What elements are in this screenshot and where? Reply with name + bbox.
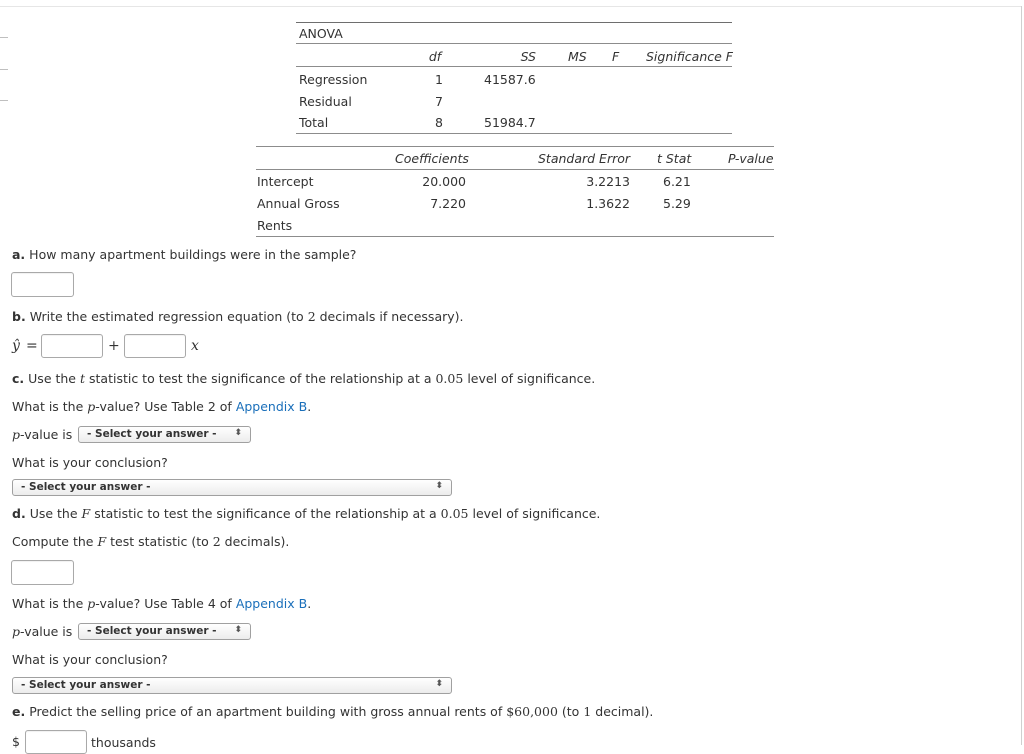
anova-row-df: 7 (435, 94, 443, 109)
slope-input[interactable] (124, 334, 186, 358)
anova-row-df: 8 (435, 115, 443, 130)
price-input[interactable] (25, 730, 87, 754)
coef-header-coefficients: Coefficients (395, 151, 469, 166)
anova-title: ANOVA (299, 26, 343, 41)
decimals-number: 2 (307, 309, 316, 324)
updown-arrow-icon: ⬍ (435, 679, 443, 689)
select-value: - Select your answer - (21, 679, 151, 691)
decimals-number: 2 (212, 534, 221, 549)
page-top-border (0, 6, 1022, 7)
f-variable: F (97, 534, 107, 549)
updown-arrow-icon: ⬍ (435, 481, 443, 491)
p-variable: p (12, 624, 21, 639)
question-d (12, 506, 600, 521)
question-text: level of significance. (467, 371, 596, 386)
conclusion-label-d: What is your conclusion? (12, 652, 168, 667)
page-right-border (1021, 6, 1022, 745)
table-rule (296, 133, 732, 134)
anova-row-label: Regression (299, 72, 368, 87)
question-text: (to (561, 704, 580, 719)
question-text: Use the (29, 506, 78, 521)
table-rule (256, 146, 774, 147)
sample-size-input[interactable] (11, 272, 74, 297)
coef-row-label: Annual Gross (257, 196, 340, 211)
coef-row-t: 5.29 (663, 196, 691, 211)
question-a (12, 247, 356, 262)
conclusion-select-d[interactable] (12, 677, 452, 694)
dollar-sign: $ (12, 734, 20, 749)
label-text: -value is (20, 427, 73, 442)
question-text: What is the (12, 596, 84, 611)
question-c (12, 371, 595, 386)
anova-row-ss: 51984.7 (484, 115, 536, 130)
pvalue-select-d[interactable] (78, 623, 251, 640)
updown-arrow-icon: ⬍ (234, 625, 242, 635)
p-variable: p (87, 596, 96, 611)
label-text: -value is (20, 624, 73, 639)
pvalue-select-c[interactable] (78, 426, 251, 443)
decimals-number: 1 (583, 704, 592, 719)
question-letter: a. (12, 247, 26, 262)
question-b (12, 309, 464, 324)
select-value: - Select your answer - (87, 625, 217, 637)
anova-header-ms: MS (568, 49, 587, 64)
question-text-end: decimals if necessary). (319, 309, 464, 324)
question-text: test statistic (to (110, 534, 209, 549)
anova-row-label: Residual (299, 94, 352, 109)
question-text: Predict the selling price of an apartment building with gross annual rents of (29, 704, 503, 719)
left-margin-tick (0, 69, 8, 70)
table-rule (256, 169, 774, 170)
question-text: Use the (28, 371, 76, 386)
question-letter: c. (12, 371, 25, 386)
compute-f-label (12, 534, 289, 549)
coef-header-pvalue: P-value (728, 151, 774, 166)
question-text: . (307, 596, 312, 611)
intercept-input[interactable] (41, 334, 103, 358)
appendix-b-link[interactable]: Appendix B (235, 399, 308, 414)
rent-amount: $60,000 (506, 704, 558, 719)
plus-sign: + (108, 338, 120, 354)
left-margin-tick (0, 100, 8, 101)
pvalue-label-d (12, 624, 72, 639)
anova-row-label: Total (299, 115, 329, 130)
question-text: -value? Use Table 4 of (95, 596, 232, 611)
coef-row-label: Rents (257, 218, 293, 233)
table-rule (296, 43, 732, 44)
question-text: decimals). (224, 534, 290, 549)
anova-header-ss: SS (520, 49, 536, 64)
table-rule (256, 236, 774, 237)
unit-label: thousands (91, 735, 156, 750)
coef-header-tstat: t Stat (657, 151, 692, 166)
updown-arrow-icon: ⬍ (234, 428, 242, 438)
f-statistic-input[interactable] (11, 560, 74, 585)
select-value: - Select your answer - (21, 481, 151, 493)
equals-sign: = (26, 338, 38, 354)
question-text: statistic to test the significance of the relationship at a (89, 371, 432, 386)
coef-row-label: Intercept (257, 174, 314, 189)
coef-row-se: 3.2213 (586, 174, 630, 189)
coef-row-value: 7.220 (430, 196, 466, 211)
coef-row-value: 20.000 (422, 174, 466, 189)
question-text: decimal). (595, 704, 654, 719)
conclusion-label-c: What is your conclusion? (12, 455, 168, 470)
table-rule (296, 66, 732, 67)
pvalue-question-c (12, 399, 311, 414)
appendix-b-link[interactable]: Appendix B (235, 596, 308, 611)
anova-header-f: F (612, 49, 620, 64)
question-text: . (307, 399, 312, 414)
question-text: statistic to test the significance of the relationship at a (94, 506, 437, 521)
yhat-symbol: ŷ (12, 338, 20, 354)
alpha-value: 0.05 (440, 506, 469, 521)
coef-row-t: 6.21 (663, 174, 691, 189)
pvalue-label-c (12, 427, 72, 442)
conclusion-select-c[interactable] (12, 479, 452, 496)
coef-row-se: 1.3622 (586, 196, 630, 211)
table-rule (296, 22, 732, 23)
question-text: What is the (12, 399, 84, 414)
anova-header-sigf: Significance F (646, 49, 733, 64)
coef-header-se: Standard Error (538, 151, 631, 166)
anova-row-ss: 41587.6 (484, 72, 536, 87)
f-variable: F (81, 506, 91, 521)
question-text: -value? Use Table 2 of (95, 399, 232, 414)
x-variable: x (191, 338, 199, 354)
select-value: - Select your answer - (87, 428, 217, 440)
t-variable: t (79, 371, 86, 386)
question-letter: d. (12, 506, 26, 521)
question-text: level of significance. (472, 506, 601, 521)
question-e (12, 704, 653, 719)
question-letter: e. (12, 704, 26, 719)
p-variable: p (12, 427, 21, 442)
question-text: Write the estimated regression equation (to (29, 309, 304, 324)
question-text: How many apartment buildings were in the sample? (29, 247, 357, 262)
left-margin-tick (0, 37, 8, 38)
alpha-value: 0.05 (435, 371, 464, 386)
question-text: Compute the (12, 534, 94, 549)
pvalue-question-d (12, 596, 311, 611)
p-variable: p (87, 399, 96, 414)
question-letter: b. (12, 309, 26, 324)
anova-row-df: 1 (435, 72, 443, 87)
anova-header-df: df (428, 49, 442, 64)
